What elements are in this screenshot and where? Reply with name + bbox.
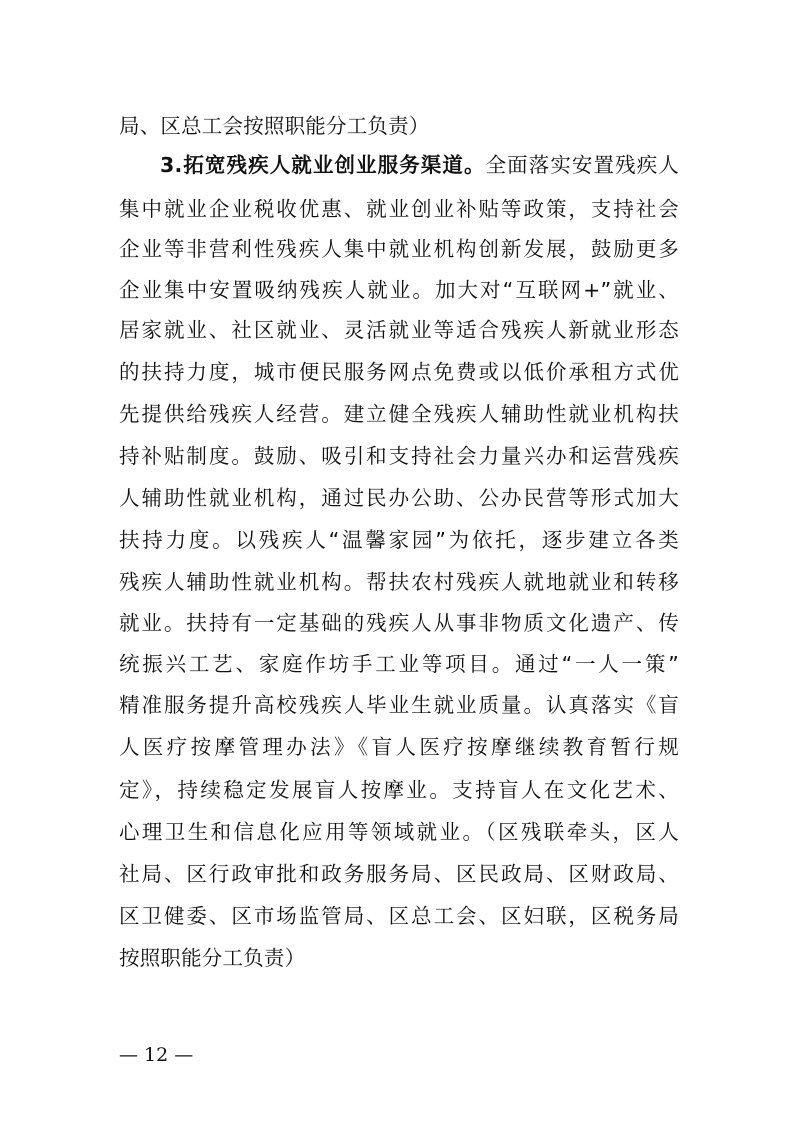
paragraph-line-21: 按照职能分工负责） xyxy=(119,946,306,970)
paragraph-line-8: 先提供给残疾人经营。建立健全残疾人辅助性就业机构扶 xyxy=(119,402,679,426)
section-heading: 3.拓宽残疾人就业创业服务渠道。 xyxy=(160,153,486,177)
paragraph-line-9: 持补贴制度。鼓励、吸引和支持社会力量兴办和运营残疾 xyxy=(119,444,679,468)
paragraph-line-15: 精准服务提升高校残疾人毕业生就业质量。认真落实《盲 xyxy=(119,693,679,717)
page-number: — 12 — xyxy=(119,1044,194,1066)
paragraph-line-6: 居家就业、社区就业、灵活就业等适合残疾人新就业形态 xyxy=(119,318,679,342)
paragraph-line-19: 社局、区行政审批和政务服务局、区民政局、区财政局、 xyxy=(119,862,679,886)
paragraph-line-17: 定》，持续稳定发展盲人按摩业。支持盲人在文化艺术、 xyxy=(119,778,679,802)
paragraph-line-5: 企业集中安置吸纳残疾人就业。加大对“互联网+”就业、 xyxy=(119,278,679,302)
paragraph-line-16: 人医疗按摩管理办法》《盲人医疗按摩继续教育暂行规 xyxy=(119,735,679,759)
paragraph-line-14: 统振兴工艺、家庭作坊手工业等项目。通过“一人一策” xyxy=(119,652,679,676)
paragraph-line-18: 心理卫生和信息化应用等领域就业。（区残联牵头，区人 xyxy=(119,820,679,844)
paragraph-line-3: 集中就业企业税收优惠、就业创业补贴等政策，支持社会 xyxy=(119,197,679,221)
section-heading-continuation: 全面落实安置残疾人 xyxy=(485,153,679,177)
paragraph-line-13: 就业。扶持有一定基础的残疾人从事非物质文化遗产、传 xyxy=(119,611,679,635)
paragraph-line-4: 企业等非营利性残疾人集中就业机构创新发展，鼓励更多 xyxy=(119,237,679,261)
paragraph-line-1: 局、区总工会按照职能分工负责） xyxy=(119,114,430,138)
section-heading-line xyxy=(160,146,679,184)
paragraph-line-11: 扶持力度。以残疾人“温馨家园”为依托，逐步建立各类 xyxy=(119,528,679,552)
paragraph-line-12: 残疾人辅助性就业机构。帮扶农村残疾人就地就业和转移 xyxy=(119,570,679,594)
paragraph-line-7: 的扶持力度，城市便民服务网点免费或以低价承租方式优 xyxy=(119,360,679,384)
paragraph-line-10: 人辅助性就业机构，通过民办公助、公办民营等形式加大 xyxy=(119,486,679,510)
paragraph-line-20: 区卫健委、区市场监管局、区总工会、区妇联，区税务局 xyxy=(119,904,679,928)
